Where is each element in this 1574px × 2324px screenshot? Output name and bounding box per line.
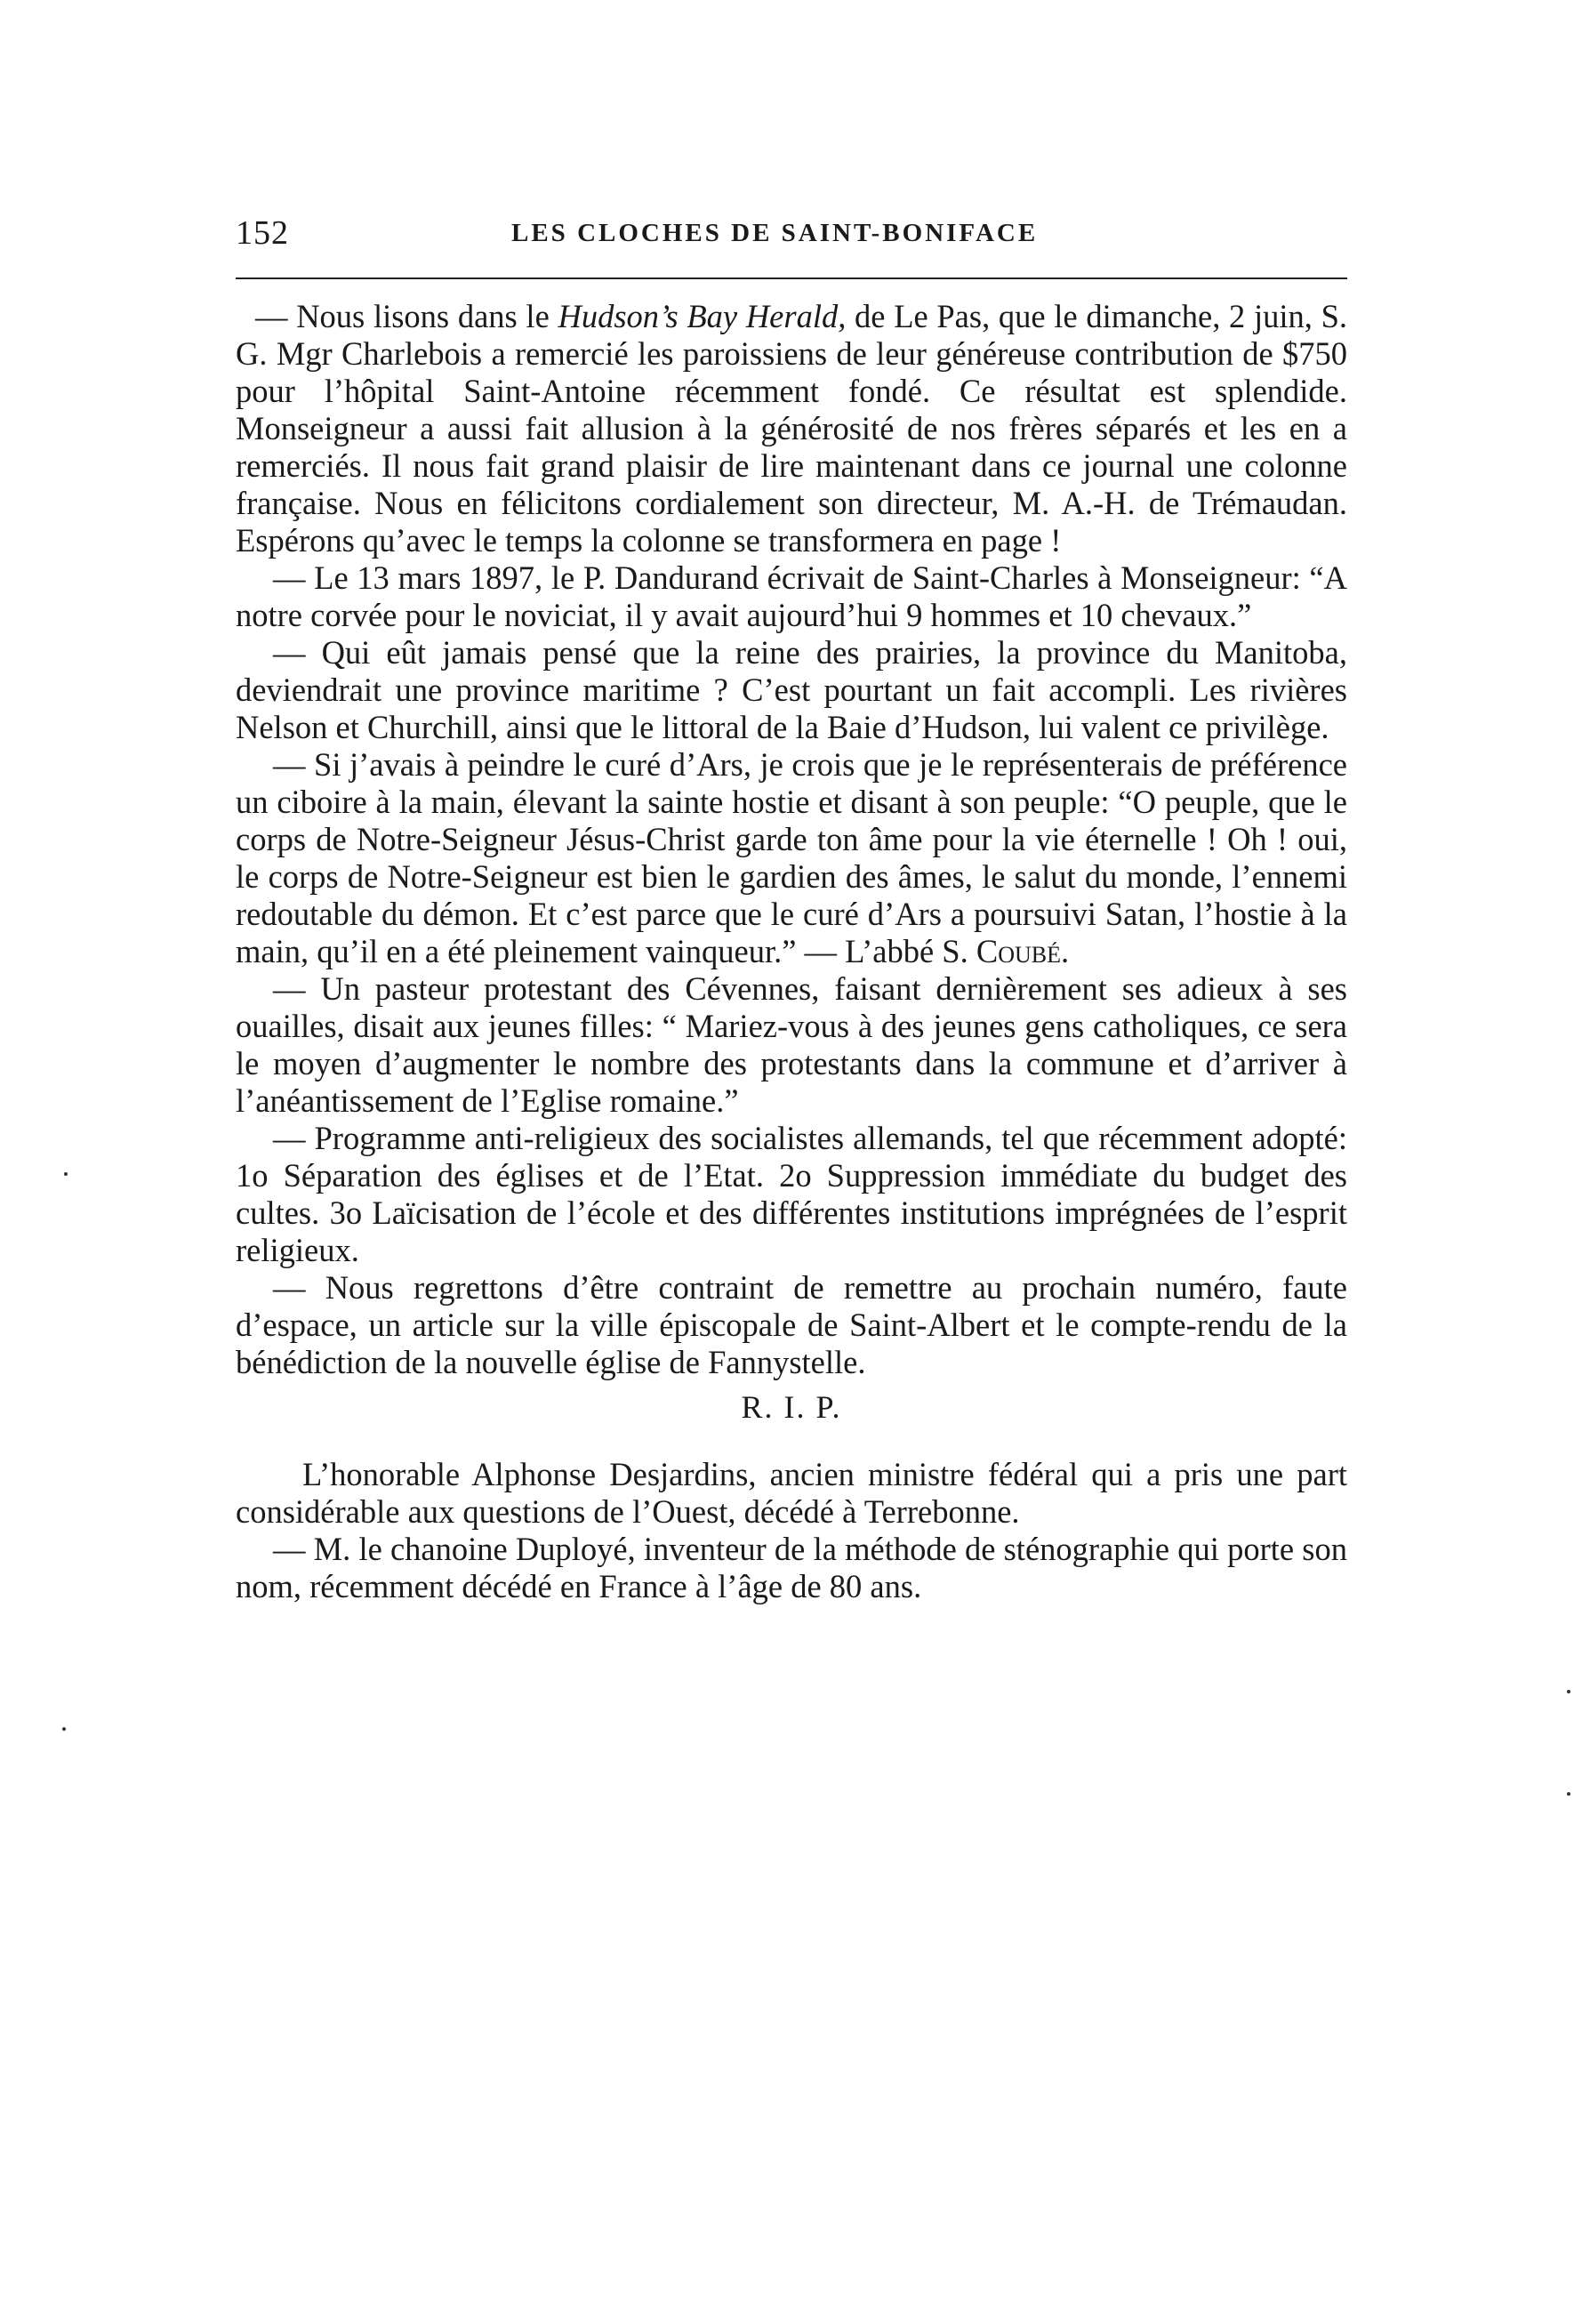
paragraph-text: — Nous lisons dans le — [255, 298, 558, 334]
paragraph-manitoba: — Qui eût jamais pensé que la reine des prairies, la province du Manitoba, deviendrait une province maritime ? C’est pourtant un fait accompli. Les rivières Nelson et Churchill, ainsi que le littoral de la Baie d’Hudson, lui valent ce privilège. — [236, 634, 1347, 745]
page-number: 152 — [236, 214, 289, 252]
paragraph-duploye: — M. le chanoine Duployé, inventeur de la méthode de sténographie qui porte son nom, récemment décédé en France à l’âge de 80 ans. — [236, 1531, 1347, 1604]
paragraph-cevennes: — Un pasteur protestant des Cévennes, faisant dernièrement ses adieux à ses ouailles, disait aux jeunes filles: “ Mariez-vous à des jeunes gens catholiques, ce sera le moyen d’augmenter le nombre des protestants dans la commune et d’arriver à l’anéantissement de l’Eglise romaine.” — [236, 970, 1347, 1119]
paragraph-text: de Le Pas, que le dimanche, 2 juin, S. G. Mgr Charlebois a remercié les paroissiens de leur généreuse contribution de $750 pour l’hôpital Saint-Antoine récemment fondé. Ce résultat est splendide. Monseigneur a aussi fait allusion à la générosité de nos frères séparés et les en a remerciés. Il nous fait grand plaisir de lire maintenant dans ce journal une colonne française. Nous en félicitons cordialement son directeur, M. A.-H. de Trémaudan. Espérons qu’avec le temps la colonne se transformera en page ! — [236, 298, 1347, 559]
scan-speck — [1567, 1792, 1570, 1796]
running-title: LES CLOCHES DE SAINT-BONIFACE — [511, 219, 1039, 247]
scan-speck — [1567, 1690, 1570, 1693]
scan-speck — [62, 1727, 66, 1731]
newspaper-title: Hudson’s Bay Herald, — [558, 298, 847, 334]
paragraph-regrettons: — Nous regrettons d’être contraint de remettre au prochain numéro, faute d’espace, un article sur la ville épiscopale de Saint-Albert et le compte-rendu de la bénédiction de la nouvelle église de Fannystelle. — [236, 1269, 1347, 1380]
article-body — [236, 298, 1347, 1605]
paragraph-desjardins: L’honorable Alphonse Desjardins, ancien ministre fédéral qui a pris une part considérable aux questions de l’Ouest, décédé à Terrebonne. — [236, 1456, 1347, 1530]
author-name: Coubé. — [976, 933, 1070, 969]
paragraph-cure-ars — [236, 746, 1347, 970]
paragraph-hudsons-bay-herald — [236, 298, 1347, 559]
paragraph-dandurand: — Le 13 mars 1897, le P. Dandurand écrivait de Saint-Charles à Monseigneur: “A notre corvée pour le noviciat, il y avait aujourd’hui 9 hommes et 10 chevaux.” — [236, 559, 1347, 633]
paragraph-text: — Si j’avais à peindre le curé d’Ars, je crois que je le représenterais de préférence un ciboire à la main, élevant la sainte hostie et disant à son peuple: “O peuple, que le corps de Notre-Seigneur Jésus-Christ garde ton âme pour la vie éternelle ! Oh ! oui, le corps de Notre-Seigneur est bien le gardien des âmes, le salut du monde, l’ennemi redoutable du démon. Et c’est parce que le curé d’Ars a poursuivi Satan, l’hostie à la main, qu’il en a été pleinement vainqueur.” — L’abbé S. — [236, 746, 1347, 969]
header-rule — [236, 277, 1347, 279]
rip-heading: R. I. P. — [741, 1389, 842, 1425]
page-header — [236, 213, 1347, 267]
scan-speck — [64, 1172, 68, 1176]
paragraph-programme: — Programme anti-religieux des socialistes allemands, tel que récemment adopté: 1o Séparation des églises et de l’Etat. 2o Suppression immédiate du budget des cultes. 3o Laïcisation de l’école et des différentes institutions imprégnées de l’esprit religieux. — [236, 1120, 1347, 1268]
